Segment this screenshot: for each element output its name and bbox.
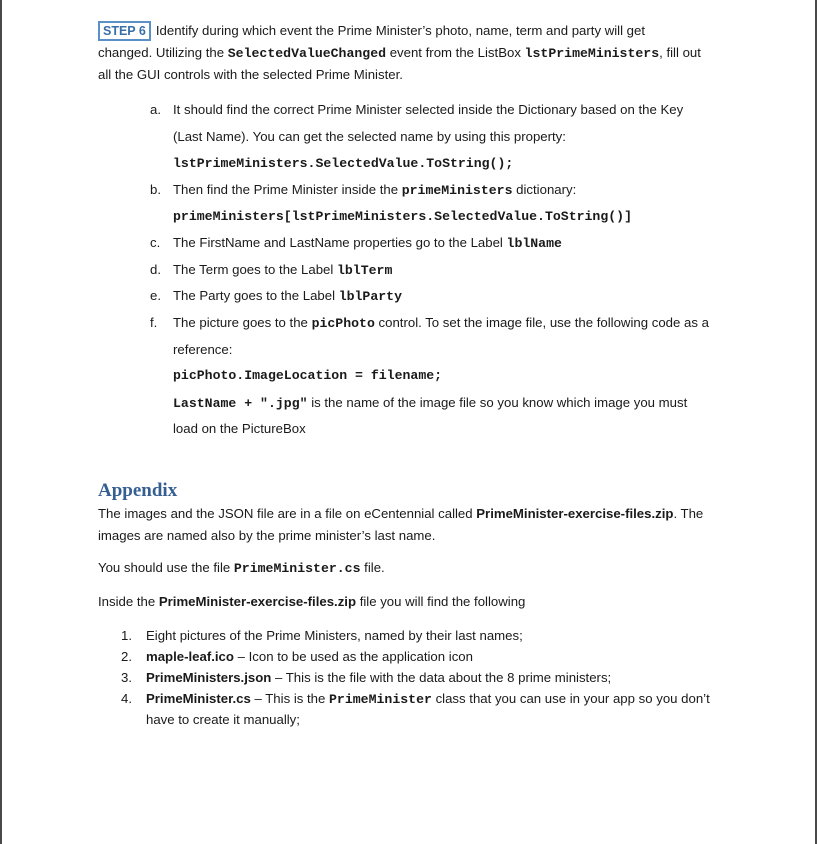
appendix-p1-bold: PrimeMinister-exercise-files.zip xyxy=(476,506,674,521)
step-line2a: changed. Utilizing the xyxy=(98,45,228,60)
item-e-code: lblParty xyxy=(338,289,402,304)
numbered-item-4-text: – This is the xyxy=(250,691,330,706)
item-d-code: lblTerm xyxy=(336,263,393,278)
item-a-line2: (Last Name). You can get the selected name by using this property: xyxy=(173,129,566,144)
marker-2: 2. xyxy=(121,649,132,664)
step-line3: all the GUI controls with the selected Prime Minister. xyxy=(98,67,403,82)
marker-3: 3. xyxy=(121,670,132,685)
numbered-item-1-text: Eight pictures of the Prime Ministers, named by their last names; xyxy=(146,628,523,643)
numbered-item-4-text2: class that you can use in your app so you don’t xyxy=(431,691,710,706)
appendix-p2-b: file. xyxy=(360,560,385,575)
appendix-p3-a: Inside the xyxy=(98,594,159,609)
marker-c: c. xyxy=(150,235,161,250)
item-e-text: The Party goes to the Label xyxy=(173,288,339,303)
item-b-text: Then find the Prime Minister inside the xyxy=(173,182,402,197)
marker-d: d. xyxy=(150,262,161,277)
item-f-code: picPhoto.ImageLocation = filename; xyxy=(173,368,443,383)
appendix-p3-bold: PrimeMinister-exercise-files.zip xyxy=(158,594,357,609)
item-b-text2: dictionary: xyxy=(512,182,577,197)
page-edge-left xyxy=(0,0,2,844)
item-c-text: The FirstName and LastName properties go to the Label xyxy=(173,235,507,250)
marker-a: a. xyxy=(150,102,161,117)
event-name: SelectedValueChanged xyxy=(227,46,387,61)
appendix-p2-a: You should use the file xyxy=(98,560,234,575)
appendix-paragraph-1 xyxy=(98,503,738,547)
step-line1: Identify during which event the Prime Minister’s photo, name, term and party will get xyxy=(155,23,646,38)
step-badge: STEP 6 xyxy=(98,21,151,41)
numbered-item-2-text: – Icon to be used as the application icon xyxy=(233,649,473,664)
marker-1: 1. xyxy=(121,628,132,643)
listbox-name: lstPrimeMinisters xyxy=(524,46,660,61)
item-f-code-inline: picPhoto xyxy=(311,316,375,331)
appendix-heading: Appendix xyxy=(98,480,178,501)
marker-b: b. xyxy=(150,182,161,197)
item-b-code: primeMinisters[lstPrimeMinisters.SelectedValue.ToString()] xyxy=(173,209,632,224)
marker-f: f. xyxy=(150,315,158,330)
item-f-text: The picture goes to the xyxy=(173,315,312,330)
numbered-item-3-text: – This is the file with the data about the 8 prime ministers; xyxy=(271,670,612,685)
item-a-line1: It should find the correct Prime Minister selected inside the Dictionary based on the Key xyxy=(173,102,684,117)
numbered-item-4-bold: PrimeMinister.cs xyxy=(146,691,251,706)
marker-4: 4. xyxy=(121,691,132,706)
item-c-code: lblName xyxy=(506,236,562,251)
item-f-line5: load on the PictureBox xyxy=(173,421,306,436)
numbered-item-4-code: PrimeMinister xyxy=(329,692,432,707)
numbered-item-2-bold: maple-leaf.ico xyxy=(146,649,234,664)
appendix-p2-code: PrimeMinister.cs xyxy=(233,561,361,576)
item-b-code-inline: primeMinisters xyxy=(401,183,513,198)
item-f-line2: reference: xyxy=(173,342,233,357)
step-line2c: , fill out xyxy=(659,45,701,60)
appendix-p1-a: The images and the JSON file are in a file on eCentennial called xyxy=(98,506,477,521)
item-f-line4: is the name of the image file so you know which image you must xyxy=(307,395,688,410)
step-line2b: event from the ListBox xyxy=(386,45,525,60)
appendix-paragraph-3 xyxy=(98,591,738,613)
appendix-p1-line2: images are named also by the prime minister’s last name. xyxy=(98,528,436,543)
marker-e: e. xyxy=(150,288,161,303)
item-a-code: lstPrimeMinisters.SelectedValue.ToString(); xyxy=(173,156,514,171)
numbered-item-4-line2: have to create it manually; xyxy=(146,712,300,727)
appendix-p3-b: file you will find the following xyxy=(356,594,526,609)
step-paragraph xyxy=(98,20,738,86)
appendix-p1-b: . The xyxy=(673,506,704,521)
numbered-item-3-bold: PrimeMinisters.json xyxy=(146,670,272,685)
appendix-paragraph-2 xyxy=(98,557,738,580)
item-d-text: The Term goes to the Label xyxy=(173,262,337,277)
item-f-text2: control. To set the image file, use the following code as a xyxy=(374,315,709,330)
item-f-code2: LastName + ".jpg" xyxy=(173,396,308,411)
